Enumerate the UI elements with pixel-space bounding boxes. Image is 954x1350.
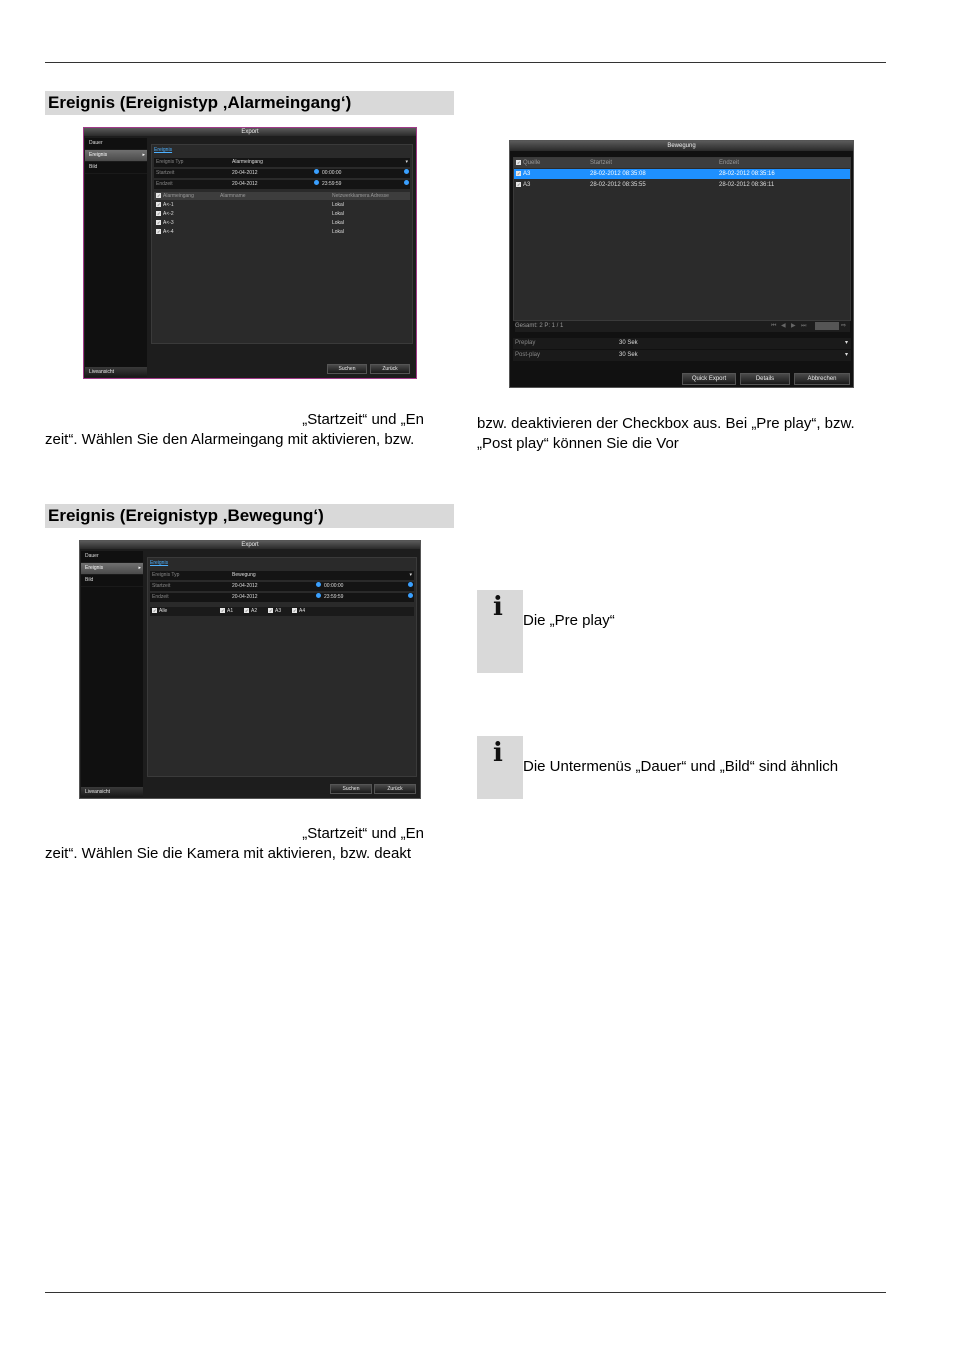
camera-checkbox-a2[interactable]: ✓ A2 [244, 608, 258, 614]
top-rule [45, 62, 886, 63]
details-button[interactable]: Details [740, 373, 790, 385]
table-row[interactable]: ✓ A<-1 Lokal [156, 202, 344, 208]
table-row[interactable]: ✓ A<-4 Lokal [156, 229, 344, 235]
calendar-icon[interactable] [404, 180, 409, 185]
results-total: Gesamt: 2 P: 1 / 1 ⏮ ◀ ▶ ⏭ ⇨ [515, 321, 850, 332]
clock-icon [314, 180, 319, 185]
info-icon: i [493, 738, 503, 768]
sidebar-item-bild[interactable]: Bild [81, 575, 143, 587]
search-button[interactable]: Suchen [330, 784, 372, 794]
results-header: ✓ Quelle Startzeit Endzeit [514, 158, 850, 168]
sidebar-item-dauer[interactable]: Dauer [81, 551, 143, 563]
chevron-down-icon: ▾ [844, 340, 848, 346]
body-text: „Startzeit“ und „En [302, 825, 424, 842]
section-heading-motion: Ereignis (Ereignistyp ‚Bewegung‘) [45, 504, 454, 528]
body-text: zeit“. Wählen Sie die Kamera mit aktivieren, bzw. deakt [45, 845, 411, 862]
camera-checkbox-a4[interactable]: ✓ A4 [292, 608, 306, 614]
tab-ereignis[interactable]: Ereignis [150, 560, 169, 566]
table-row[interactable]: ✓ A<-3 Lokal [156, 220, 344, 226]
back-button[interactable]: Zurück [374, 784, 416, 794]
info-note-box [477, 590, 523, 673]
camera-checkbox-a1[interactable]: ✓ A1 [220, 608, 234, 614]
quick-export-button[interactable]: Quick Export [682, 373, 736, 385]
window-title: Export [84, 128, 416, 136]
check-icon[interactable]: ✓ [516, 159, 521, 165]
sidebar-item-bild[interactable]: Bild [85, 162, 147, 174]
clock-icon [316, 593, 321, 598]
main-panel [151, 144, 413, 344]
pager-first-button[interactable]: ⏮ [771, 323, 777, 329]
check-icon: ✓ [156, 211, 161, 217]
dialog-title: Bewegung [510, 141, 853, 151]
page-input[interactable] [815, 322, 839, 330]
body-text: „Post play“ können Sie die Vor [477, 435, 679, 452]
table-row[interactable]: ✓ A<-2 Lokal [156, 211, 344, 217]
pager-next-button[interactable]: ▶ [791, 323, 796, 329]
preplay-row[interactable]: Preplay 30 Sek ▾ [513, 338, 851, 349]
check-icon: ✓ [156, 220, 161, 226]
motion-results-dialog [509, 140, 854, 388]
back-button[interactable]: Zurück [370, 364, 410, 374]
info-icon: i [493, 592, 503, 622]
clock-icon [316, 582, 321, 587]
pager-prev-button[interactable]: ◀ [781, 323, 786, 329]
check-icon: ✓ [516, 170, 521, 176]
check-icon[interactable]: ✓ [156, 193, 161, 199]
sidebar-item-ereignis[interactable]: Ereignis ▸ [85, 150, 147, 162]
table-row[interactable]: ✓ A3 28-02-2012 08:35:08 28-02-2012 08:35:16 [514, 169, 850, 179]
check-icon: ✓ [156, 202, 161, 208]
sidebar-item-dauer[interactable]: Dauer [85, 138, 147, 150]
type-row[interactable]: Ereignis Typ Bewegung ▾ [152, 572, 412, 578]
table-row[interactable]: ✓ A3 28-02-2012 08:35:55 28-02-2012 08:36:11 [516, 181, 775, 188]
main-panel [147, 557, 417, 777]
live-view-button[interactable]: Liveansicht [81, 787, 143, 797]
body-text: „Startzeit“ und „En [302, 411, 424, 428]
calendar-icon[interactable] [404, 169, 409, 174]
export-alarm-screen [83, 127, 417, 379]
tab-ereignis[interactable]: Ereignis [154, 147, 173, 153]
end-row[interactable]: Endzeit 20-04-2012 23:59:59 [154, 180, 410, 189]
postplay-row[interactable]: Post-play 30 Sek ▾ [513, 350, 851, 361]
calendar-icon[interactable] [408, 582, 413, 587]
cancel-button[interactable]: Abbrechen [794, 373, 850, 385]
pager-last-button[interactable]: ⏭ [801, 323, 807, 329]
check-icon: ✓ [156, 229, 161, 235]
clock-icon [314, 169, 319, 174]
sidebar-item-ereignis[interactable]: Ereignis ▸ [81, 563, 143, 575]
live-view-button[interactable]: Liveansicht [85, 367, 147, 377]
bottom-rule [45, 1292, 886, 1293]
note-text: Die „Pre play“ [523, 612, 615, 629]
end-row[interactable]: Endzeit 20-04-2012 23:59:59 [150, 593, 414, 602]
sidebar [81, 551, 143, 797]
chevron-down-icon: ▾ [844, 352, 848, 358]
start-row[interactable]: Startzeit 20-04-2012 00:00:00 [150, 582, 414, 591]
go-arrow-icon[interactable]: ⇨ [841, 323, 847, 329]
check-icon: ✓ [516, 181, 521, 187]
search-button[interactable]: Suchen [327, 364, 367, 374]
sidebar [85, 138, 147, 377]
chevron-down-icon: ▾ [405, 159, 408, 165]
start-row[interactable]: Startzeit 20-04-2012 00:00:00 [154, 169, 410, 178]
results-panel [513, 157, 851, 321]
camera-checkbox-all[interactable]: ✓ Alle [152, 608, 168, 614]
chevron-down-icon: ▾ [409, 572, 412, 578]
body-text: zeit“. Wählen Sie den Alarmeingang mit aktivieren, bzw. [45, 431, 415, 448]
table-header: ✓ Alarmeingang Alarmname Netzwerkkamera Adresse [154, 192, 410, 200]
body-text: bzw. deaktivieren der Checkbox aus. Bei „Pre play“, bzw. [477, 415, 855, 432]
type-row[interactable]: Ereignis Typ Alarmeingang ▾ [156, 159, 408, 165]
camera-checkbox-row [150, 607, 414, 616]
window-title: Export [80, 541, 420, 549]
info-note-box [477, 736, 523, 799]
export-motion-screen [79, 540, 421, 799]
section-heading-alarm: Ereignis (Ereignistyp ‚Alarmeingang‘) [45, 91, 454, 115]
calendar-icon[interactable] [408, 593, 413, 598]
note-text: Die Untermenüs „Dauer“ und „Bild“ sind ähnlich [523, 758, 839, 775]
camera-checkbox-a3[interactable]: ✓ A3 [268, 608, 282, 614]
